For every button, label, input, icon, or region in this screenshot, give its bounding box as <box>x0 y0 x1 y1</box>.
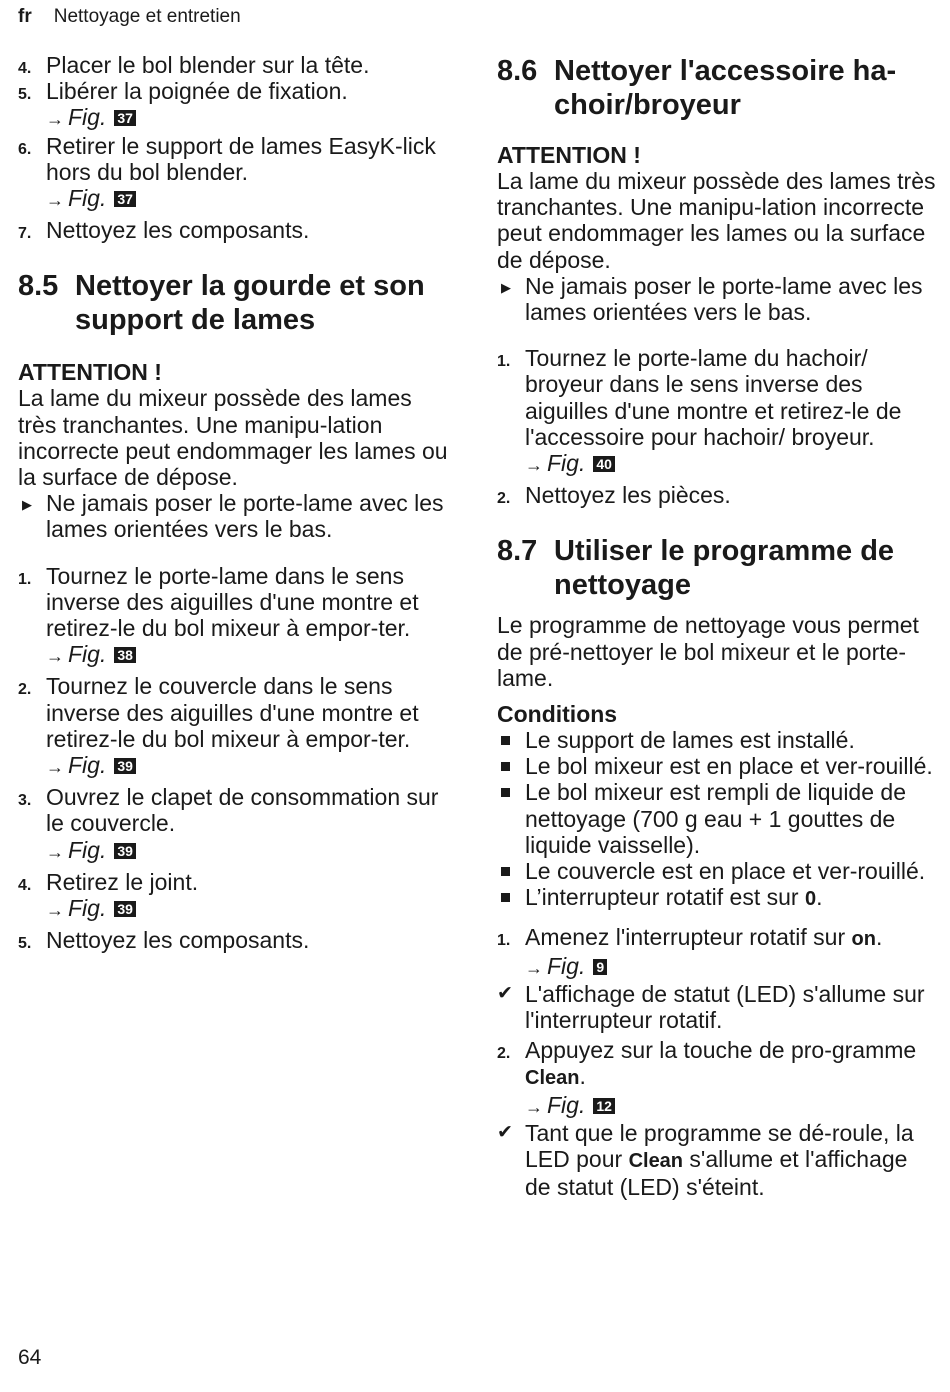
fig-number: 39 <box>114 758 136 774</box>
step-text: Retirez le joint. <box>46 868 199 895</box>
step-number: 7. <box>18 225 32 243</box>
checkmark-icon: ✔ <box>497 1121 513 1143</box>
step-text: Nettoyez les pièces. <box>525 482 731 509</box>
arrow-right-icon: → <box>46 841 64 862</box>
step-number: 6. <box>18 140 32 158</box>
page-number: 64 <box>18 1346 42 1369</box>
step-number: 1. <box>497 932 511 950</box>
program-key-label: Clean <box>525 1067 580 1090</box>
step-text: Ouvrez le clapet de consommation sur le couvercle. <box>46 784 439 837</box>
step-number: 4. <box>18 60 32 77</box>
section-number: 8.7 <box>497 535 538 568</box>
step-text: Retirer le support de lames EasyK-lick hors du bol blender. <box>46 132 436 185</box>
figure-reference <box>525 953 937 981</box>
figure-reference <box>46 185 453 213</box>
language-code: fr <box>18 6 32 27</box>
condition-text: Le couvercle est en place et ver-rouillé. <box>525 858 926 885</box>
arrow-right-icon: → <box>46 900 64 921</box>
square-bullet-icon <box>501 867 510 876</box>
section-title: Nettoyer la gourde et son support de lames <box>75 270 425 337</box>
arrow-right-icon: → <box>46 190 64 211</box>
arrow-right-icon: → <box>525 1096 543 1117</box>
right-column <box>497 52 937 1201</box>
section-heading-8-7 <box>497 534 937 602</box>
step-number: 3. <box>18 792 32 810</box>
page-header <box>18 6 241 28</box>
section-heading-8-6 <box>497 54 937 122</box>
fig-label: Fig. <box>547 450 586 477</box>
figure-reference <box>46 641 453 669</box>
condition-item <box>497 753 937 779</box>
switch-position-value: 0 <box>804 888 817 911</box>
arrow-right-icon: → <box>46 646 64 667</box>
step-number: 5. <box>18 935 32 953</box>
result-text <box>525 1120 937 1201</box>
step-2 <box>497 1037 937 1120</box>
step-1 <box>497 924 937 980</box>
step-text: Tournez le porte-lame dans le sens inverse des aiguilles d'une montre et retirez-le du bol mixeur à empor-ter. <box>46 562 419 642</box>
fig-number: 39 <box>114 901 136 917</box>
fig-label: Fig. <box>547 952 586 979</box>
warning-text: La lame du mixeur possède des lames très tranchantes. Une manipu-lation incorrecte peut endommager les lames ou la surface de dépose. <box>497 168 936 273</box>
figure-reference <box>46 837 453 865</box>
fig-number: 9 <box>593 959 607 975</box>
step-number: 1. <box>18 570 32 588</box>
fig-label: Fig. <box>68 641 107 668</box>
step-body: Amenez l'interrupteur rotatif sur <box>525 924 846 951</box>
figure-reference <box>525 1092 937 1120</box>
attention-label: ATTENTION ! <box>18 359 162 386</box>
fig-label: Fig. <box>68 104 107 131</box>
fig-number: 40 <box>593 456 615 472</box>
square-bullet-icon <box>501 736 510 745</box>
instruction-bullet <box>18 490 453 542</box>
fig-label: Fig. <box>547 1091 586 1118</box>
fig-number: 12 <box>593 1098 615 1114</box>
section-number: 8.6 <box>497 55 538 87</box>
step-number: 2. <box>497 1045 511 1063</box>
result-text: L'affichage de statut (LED) s'allume sur l'interrupteur rotatif. <box>525 980 925 1034</box>
condition-text: Le support de lames est installé. <box>525 727 855 754</box>
left-column <box>18 52 453 953</box>
arrow-right-icon: → <box>46 109 64 130</box>
result-2 <box>497 1120 937 1201</box>
condition-text: Le bol mixeur est rempli de liquide de nettoyage (700 g eau + 1 gouttes de liquide vaisselle). <box>525 779 906 858</box>
step-7-top <box>18 217 453 243</box>
switch-position-value: on <box>851 928 876 951</box>
condition-item <box>497 858 937 884</box>
result-body-a: Tant que le programme se dé-roule, la LED pour <box>525 1119 914 1173</box>
step-2 <box>497 482 937 508</box>
intro-text: Le programme de nettoyage vous permet de pré-nettoyer le bol mixeur et le porte-lame. <box>497 612 919 691</box>
step-3 <box>18 784 453 865</box>
step-body: Appuyez sur la touche de pro-gramme <box>525 1037 917 1064</box>
fig-number: 37 <box>114 191 136 207</box>
step-text: Nettoyez les composants. <box>46 217 310 244</box>
step-2 <box>18 673 453 780</box>
fig-label: Fig. <box>68 895 107 922</box>
fig-number: 39 <box>114 843 136 859</box>
step-text: Libérer la poignée de fixation. <box>46 78 348 105</box>
step-text: Nettoyez les composants. <box>46 927 310 954</box>
step-number: 2. <box>497 490 511 508</box>
triangle-bullet-icon: ▶ <box>22 497 32 513</box>
arrow-right-icon: → <box>46 757 64 778</box>
condition-prefix: L’interrupteur rotatif est sur <box>525 884 799 911</box>
fig-number: 37 <box>114 110 136 126</box>
step-5-top <box>18 78 453 132</box>
figure-reference <box>46 104 453 132</box>
arrow-right-icon: → <box>525 455 543 476</box>
condition-item <box>497 727 937 753</box>
step-text: Amenez l'interrupteur rotatif sur on. <box>525 924 883 951</box>
step-5 <box>18 927 453 953</box>
section-heading-8-5 <box>18 269 453 337</box>
warning-text: La lame du mixeur possède des lames très tranchantes. Une manipu-lation incorrecte peut endommager les lames ou la surface de dépose. <box>18 385 448 491</box>
result-body-b: s'allume et l'affichage de statut (LED) s'éteint. <box>525 1146 908 1201</box>
step-6-top <box>18 133 453 214</box>
condition-text: L’interrupteur rotatif est sur 0. <box>525 884 823 911</box>
figure-reference <box>46 895 453 923</box>
fig-label: Fig. <box>68 836 107 863</box>
step-text: Tournez le couvercle dans le sens inverse des aiguilles d'une montre et retirez-le du bol mixeur à empor-ter. <box>46 673 419 752</box>
step-number: 4. <box>18 876 32 894</box>
step-number: 5. <box>18 86 32 104</box>
square-bullet-icon <box>501 893 510 902</box>
checkmark-icon: ✔ <box>497 982 513 1004</box>
square-bullet-icon <box>501 788 510 797</box>
step-text: Placer le bol blender sur la tête. <box>46 52 370 78</box>
program-key-label: Clean <box>628 1150 684 1173</box>
step-number: 1. <box>497 353 511 371</box>
condition-text: Le bol mixeur est en place et ver-rouillé. <box>525 753 933 780</box>
step-text: Tournez le porte-lame du hachoir/ broyeur dans le sens inverse des aiguilles d'une montre et retirez-le de l'accessoire pour hachoir/ broyeur. <box>525 345 902 450</box>
conditions-heading: Conditions <box>497 701 618 728</box>
step-text: Appuyez sur la touche de pro-gramme Clean. <box>525 1037 917 1090</box>
square-bullet-icon <box>501 762 510 771</box>
step-1 <box>497 345 937 478</box>
fig-number: 38 <box>114 647 136 663</box>
arrow-right-icon: → <box>525 957 543 978</box>
figure-reference <box>525 450 937 478</box>
condition-item <box>497 779 937 858</box>
instruction-bullet <box>497 273 937 325</box>
chapter-title: Nettoyage et entretien <box>53 6 241 27</box>
fig-label: Fig. <box>68 752 107 779</box>
section-title: Utiliser le programme de nettoyage <box>554 535 895 602</box>
step-1 <box>18 563 453 670</box>
figure-reference <box>46 752 453 780</box>
step-4 <box>18 869 453 923</box>
section-number: 8.5 <box>18 270 59 303</box>
instruction-text: Ne jamais poser le porte-lame avec les lames orientées vers le bas. <box>46 490 444 543</box>
triangle-bullet-icon: ▶ <box>501 279 511 295</box>
step-number: 2. <box>18 681 32 699</box>
step-4-top <box>18 52 453 78</box>
instruction-text: Ne jamais poser le porte-lame avec les lames orientées vers le bas. <box>525 272 923 326</box>
fig-label: Fig. <box>68 185 107 212</box>
result-1 <box>497 981 937 1033</box>
attention-label: ATTENTION ! <box>497 142 641 168</box>
section-title: Nettoyer l'accessoire ha-choir/broyeur <box>554 55 897 121</box>
condition-item <box>497 884 937 912</box>
